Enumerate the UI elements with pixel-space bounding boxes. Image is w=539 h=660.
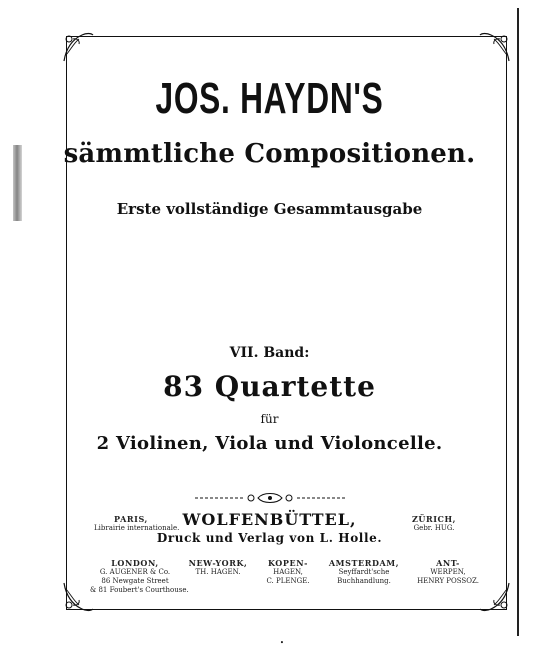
title-main: JOS. HAYDN'S — [155, 74, 384, 123]
dealer-detail: 86 Newgate Street — [101, 576, 169, 585]
title-sub: sämmtliche Compositionen. — [63, 139, 476, 169]
dealer-detail: Buchhandlung. — [337, 576, 391, 585]
dealer-antwerp — [407, 558, 489, 586]
footer-mark: • — [279, 639, 285, 647]
dealer-city: LONDON, — [111, 558, 159, 568]
dealer-new-york — [183, 558, 253, 577]
dealer-city: ANT- — [436, 558, 460, 568]
dealer-london — [90, 558, 189, 594]
dealer-amsterdam — [323, 558, 405, 586]
dealer-city: AMSTERDAM, — [328, 558, 400, 568]
for-label: für — [260, 412, 279, 426]
corner-ornament-top-right — [478, 31, 512, 65]
edition-line: Erste vollständige Gesammtausgabe — [116, 200, 423, 218]
publisher-line: Druck und Verlag von L. Holle. — [156, 531, 383, 545]
divider-ornament — [195, 490, 345, 504]
instrumentation: 2 Violinen, Viola und Violoncelle. — [96, 433, 443, 454]
dealer-city: PARIS, — [114, 514, 148, 524]
dealer-detail: HAGEN, — [273, 568, 303, 576]
dealer-paris — [94, 514, 180, 533]
contents-title: 83 Quartette — [163, 370, 376, 403]
dealer-copenhagen — [258, 558, 318, 586]
dealer-detail: & 81 Foubert's Courthouse. — [90, 585, 189, 594]
publisher-city: WOLFENBÜTTEL, — [182, 510, 357, 529]
dealer-detail: Librairie internationale. — [94, 524, 180, 532]
dealer-detail: WERPEN, — [430, 568, 466, 576]
dealer-zurich — [402, 514, 466, 533]
corner-ornament-top-left — [61, 31, 95, 65]
dealer-detail: HENRY POSSOZ. — [417, 576, 479, 585]
dealer-city: KOPEN- — [267, 558, 309, 568]
dealer-detail: Seyffardt'sche — [338, 568, 390, 576]
dealer-detail: C. PLENGE. — [266, 576, 310, 585]
dealer-detail: Gebr. HUG. — [413, 524, 455, 532]
dealer-detail: TH. HAGEN. — [195, 568, 241, 576]
volume-label: VII. Band: — [229, 345, 310, 361]
dealer-city: NEW-YORK, — [188, 558, 248, 568]
dealer-detail: G. AUGENER & Co. — [99, 568, 171, 576]
dealer-city: ZÜRICH, — [411, 514, 457, 524]
